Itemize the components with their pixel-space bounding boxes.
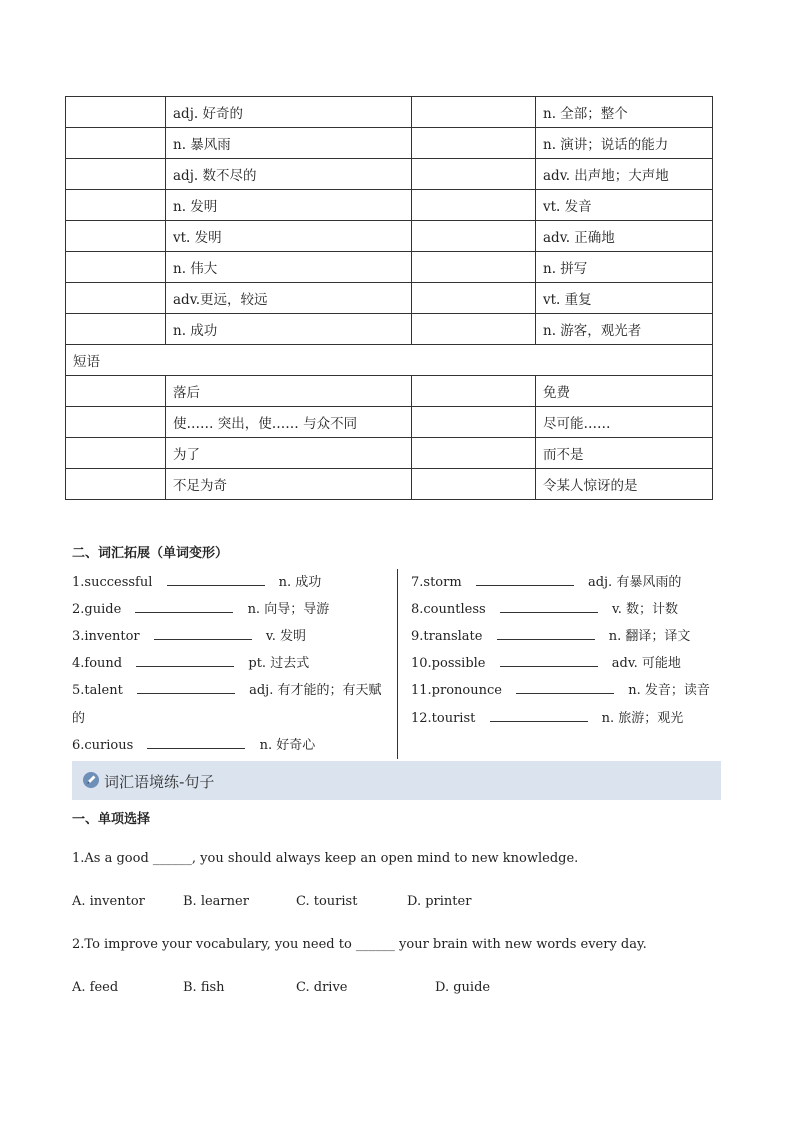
meaning-cell: n. 伟大 [166,252,412,283]
answer-blank[interactable] [137,680,235,694]
word-label: 10.possible [411,656,486,671]
table-row [66,221,713,252]
option-b[interactable]: B. learner [183,894,249,909]
table-row [66,190,713,221]
answer-blank[interactable] [490,708,588,722]
table-row [66,128,713,159]
blank-cell[interactable] [412,190,536,221]
table-row [66,252,713,283]
pencil-icon [82,771,100,789]
option-a[interactable]: A. feed [72,980,119,995]
meaning-cell: 尽可能…… [536,407,713,438]
blank-cell[interactable] [66,469,166,500]
answer-blank[interactable] [497,626,595,640]
meaning-cell: 不足为奇 [166,469,412,500]
word-label: 9.translate [411,629,483,644]
word-form-item [72,679,381,698]
word-hint: n. 旅游；观光 [601,711,684,726]
word-hint-continuation: 的 [72,711,86,726]
meaning-cell: vt. 发音 [536,190,713,221]
word-form-item [72,625,306,644]
question-2: 2.To improve your vocabulary, you need to ______ your brain with new words every day. [72,937,647,952]
blank-cell[interactable] [66,438,166,469]
table-row [66,314,713,345]
phrase-header-row [66,345,713,376]
blank-cell[interactable] [66,376,166,407]
answer-blank[interactable] [476,572,574,586]
blank-cell[interactable] [412,159,536,190]
word-hint: n. 翻译；译文 [608,629,691,644]
word-hint: adj. 有才能的；有天赋 [249,683,382,698]
answer-blank[interactable] [500,599,598,613]
answer-blank[interactable] [135,599,233,613]
word-form-item [411,598,678,617]
word-label: 4.found [72,656,123,671]
blank-cell[interactable] [412,407,536,438]
word-hint: n. 成功 [278,575,322,590]
word-hint: adv. 可能地 [611,656,681,671]
blank-cell[interactable] [66,407,166,438]
blank-cell[interactable] [412,97,536,128]
word-hint: n. 发音；读音 [628,683,710,698]
word-form-item [411,707,683,726]
table-row [66,407,713,438]
word-form-item [72,598,329,617]
word-hint: pt. 过去式 [248,656,310,671]
word-form-item [411,652,681,671]
option-b[interactable]: B. fish [183,980,225,995]
banner-title: 词汇语境练-句子 [104,773,215,791]
word-form-item [72,734,315,753]
blank-cell[interactable] [66,97,166,128]
word-label: 5.talent [72,683,123,698]
table-row [66,438,713,469]
question-1: 1.As a good ______, you should always keep an open mind to new knowledge. [72,851,579,866]
word-label: 8.countless [411,602,486,617]
meaning-cell: adv.更远，较远 [166,283,412,314]
phrase-header: 短语 [66,345,713,376]
meaning-cell: n. 演讲；说话的能力 [536,128,713,159]
word-hint: v. 发明 [265,629,306,644]
word-form-item [411,571,681,590]
section-banner [72,761,721,800]
word-label: 6.curious [72,738,134,753]
blank-cell[interactable] [412,128,536,159]
blank-cell[interactable] [66,190,166,221]
blank-cell[interactable] [66,159,166,190]
meaning-cell: adv. 出声地；大声地 [536,159,713,190]
answer-blank[interactable] [147,735,245,749]
meaning-cell: adj. 好奇的 [166,97,412,128]
meaning-cell: n. 游客，观光者 [536,314,713,345]
blank-cell[interactable] [66,283,166,314]
blank-cell[interactable] [66,252,166,283]
meaning-cell: 而不是 [536,438,713,469]
meaning-cell: adj. 数不尽的 [166,159,412,190]
word-form-item [72,652,309,671]
word-hint: v. 数；计数 [611,602,679,617]
word-label: 11.pronounce [411,683,502,698]
blank-cell[interactable] [412,283,536,314]
option-a[interactable]: A. inventor [72,894,145,909]
word-hint: n. 向导；导游 [247,602,330,617]
word-label: 7.storm [411,575,462,590]
answer-blank[interactable] [516,680,614,694]
meaning-cell: 免费 [536,376,713,407]
word-form-item [411,679,710,698]
blank-cell[interactable] [66,128,166,159]
word-label: 12.tourist [411,711,476,726]
blank-cell[interactable] [412,438,536,469]
meaning-cell: 落后 [166,376,412,407]
option-c[interactable]: C. drive [296,980,348,995]
blank-cell[interactable] [412,469,536,500]
meaning-cell: 令某人惊讶的是 [536,469,713,500]
section-title-multiple-choice: 一、单项选择 [72,812,151,827]
word-form-item [411,625,690,644]
blank-cell[interactable] [66,221,166,252]
option-d[interactable]: D. printer [407,894,472,909]
meaning-cell: n. 拼写 [536,252,713,283]
column-divider [397,569,398,759]
table-row [66,283,713,314]
option-c[interactable]: C. tourist [296,894,358,909]
meaning-cell: adv. 正确地 [536,221,713,252]
blank-cell[interactable] [412,314,536,345]
table-row [66,97,713,128]
meaning-cell: 使…… 突出，使…… 与众不同 [166,407,412,438]
answer-blank[interactable] [136,653,234,667]
table-row [66,159,713,190]
word-label: 1.successful [72,575,153,590]
table-row [66,376,713,407]
meaning-cell: vt. 重复 [536,283,713,314]
option-d[interactable]: D. guide [435,980,491,995]
answer-blank[interactable] [154,626,252,640]
answer-blank[interactable] [167,572,265,586]
meaning-cell: n. 发明 [166,190,412,221]
meaning-cell: n. 全部；整个 [536,97,713,128]
word-label: 3.inventor [72,629,140,644]
section-title-word-forms: 二、词汇拓展（单词变形） [72,546,229,561]
word-form-item [72,571,321,590]
word-hint: n. 好奇心 [259,738,316,753]
blank-cell[interactable] [412,376,536,407]
table-row [66,469,713,500]
vocabulary-table [65,96,713,500]
meaning-cell: n. 成功 [166,314,412,345]
word-label: 2.guide [72,602,122,617]
meaning-cell: vt. 发明 [166,221,412,252]
blank-cell[interactable] [412,252,536,283]
answer-blank[interactable] [500,653,598,667]
blank-cell[interactable] [66,314,166,345]
meaning-cell: 为了 [166,438,412,469]
blank-cell[interactable] [412,221,536,252]
meaning-cell: n. 暴风雨 [166,128,412,159]
word-hint: adj. 有暴风雨的 [587,575,682,590]
